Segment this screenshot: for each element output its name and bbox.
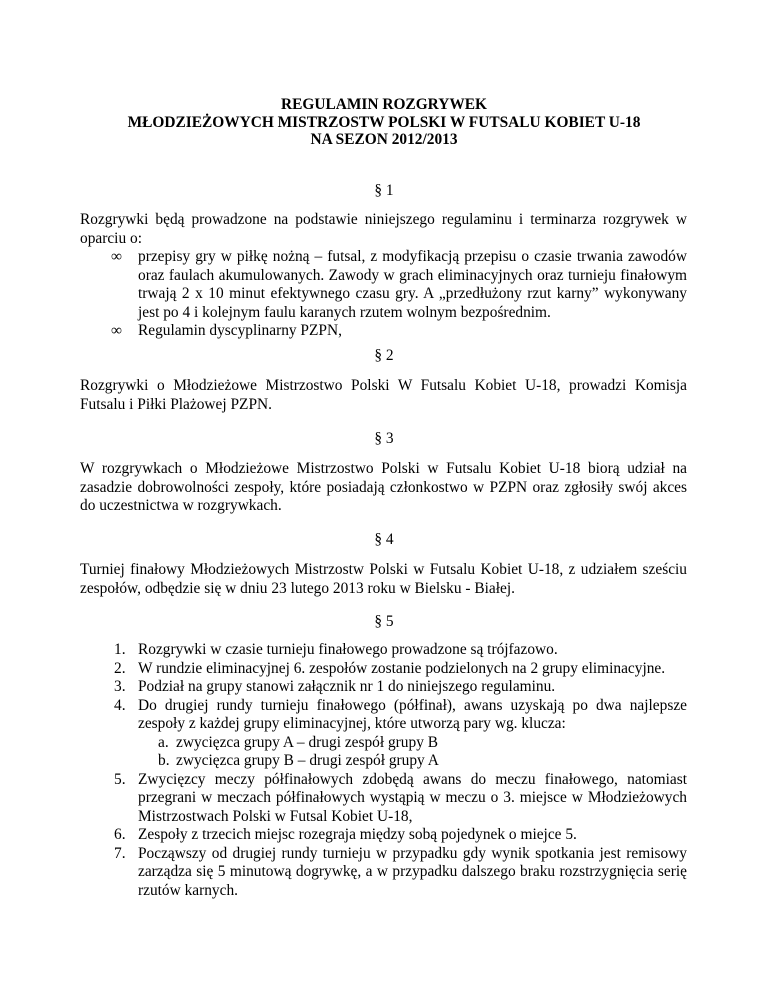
item-text: W rundzie eliminacyjnej 6. zespołów zostanie podzielonych na 2 grupy eliminacyjne. bbox=[138, 659, 666, 677]
list-item bbox=[80, 248, 687, 322]
list-item bbox=[80, 678, 687, 697]
section-1-bullets bbox=[80, 248, 687, 341]
item-number: 1. bbox=[114, 641, 126, 658]
section-1-body bbox=[80, 211, 687, 341]
bullet-text: Regulamin dyscyplinarny PZPN, bbox=[138, 322, 342, 339]
bullet-text: przepisy gry w piłkę nożną – futsal, z modyfikacją przepisu o czasie trwania zawodów oraz faulach akumulowanych. Zawody w grach eliminacyjnych oraz turnieju finałowym trwają 2 x 10 minut efektywnego czasu gry. A „przedłużony rzut karny” wykonywany jest po 4 i kolejnym faulu karanych rzutem wolnym bezpośrednim. bbox=[138, 248, 687, 321]
item-number: 2. bbox=[114, 659, 126, 677]
section-5-body bbox=[80, 641, 687, 900]
list-item bbox=[138, 752, 687, 771]
item-text: Począwszy od drugiej rundy turnieju w przypadku gdy wynik spotkania jest remisowy zarządza się 5 minutową dogrywkę, a w przypadku dalszego braku rozstrzygnięcia serię rzutów karnych. bbox=[138, 844, 687, 899]
list-item bbox=[80, 826, 687, 845]
item-text: Podział na grupy stanowi załącznik nr 1 do niniejszego regulaminu. bbox=[138, 678, 556, 695]
section-4-body bbox=[80, 561, 687, 598]
item-text: Zwycięzcy meczy półfinałowych zdobędą awans do meczu finałowego, natomiast przegrani w meczach półfinałowych wystąpią w meczu o 3. miejsce w Młodzieżowych Mistrzostwach Polski w Futsal Kobiet U-18, bbox=[138, 770, 687, 825]
item-text: Zespoły z trzecich miejsc rozegraja między sobą pojedynek o miejce 5. bbox=[138, 826, 577, 843]
list-item bbox=[80, 641, 687, 660]
list-item bbox=[80, 322, 687, 341]
title-line-1: REGULAMIN ROZGRYWEK bbox=[281, 96, 487, 113]
item-number: 7. bbox=[114, 844, 126, 862]
section-1-mark: § 1 bbox=[374, 182, 394, 199]
item-text: Do drugiej rundy turnieju finałowego (półfinał), awans uzyskają po dwa najlepsze zespoły z każdej grupy eliminacyjnej, które utworzą pary wg. klucza: bbox=[138, 696, 687, 732]
list-item bbox=[80, 845, 687, 901]
title-line-3: NA SEZON 2012/2013 bbox=[310, 131, 458, 148]
list-item bbox=[80, 660, 687, 679]
subitem-letter: b. bbox=[158, 752, 170, 769]
item-number: 4. bbox=[114, 696, 126, 714]
subitem-letter: a. bbox=[158, 733, 169, 751]
list-item bbox=[138, 734, 687, 753]
item-text: Rozgrywki w czasie turnieju finałowego prowadzone są trójfazowo. bbox=[138, 641, 558, 658]
list-item bbox=[80, 771, 687, 827]
section-4-mark: § 4 bbox=[374, 531, 394, 548]
section-5-list bbox=[80, 641, 687, 900]
section-2-text: Rozgrywki o Młodzieżowe Mistrzostwo Polski W Futsalu Kobiet U-18, prowadzi Komisja Futsalu i Piłki Plażowej PZPN. bbox=[80, 377, 687, 413]
section-3-text: W rozgrywkach o Młodzieżowe Mistrzostwo Polski w Futsalu Kobiet U-18 biorą udział na zasadzie dobrowolności zespoły, które posiadają członkostwo w PZPN oraz zgłosiły swój akces do uczestnictwa w rozgrywkach. bbox=[80, 460, 687, 514]
section-1-intro: Rozgrywki będą prowadzone na podstawie niniejszego regulaminu i terminarza rozgrywek w oparciu o: bbox=[80, 211, 687, 247]
section-3-body bbox=[80, 460, 687, 516]
infinity-bullet-icon: ∞ bbox=[111, 248, 122, 265]
subitem-text: zwycięzca grupy A – drugi zespół grupy B bbox=[176, 733, 439, 751]
section-2-mark: § 2 bbox=[374, 347, 394, 364]
title-line-2: MŁODZIEŻOWYCH MISTRZOSTW POLSKI W FUTSALU KOBIET U-18 bbox=[127, 113, 641, 131]
item-number: 3. bbox=[114, 678, 126, 695]
infinity-bullet-icon: ∞ bbox=[111, 322, 122, 339]
section-2-body bbox=[80, 377, 687, 414]
pairing-sublist bbox=[138, 734, 687, 771]
list-item bbox=[80, 697, 687, 771]
document-title bbox=[0, 96, 768, 149]
item-number: 6. bbox=[114, 826, 126, 843]
section-5-mark: § 5 bbox=[374, 613, 394, 630]
section-3-mark: § 3 bbox=[374, 430, 394, 447]
subitem-text: zwycięzca grupy B – drugi zespół grupy A bbox=[176, 752, 439, 769]
section-4-text: Turniej finałowy Młodzieżowych Mistrzostw Polski w Futsalu Kobiet U-18, z udziałem sześciu zespołów, odbędzie się w dniu 23 lutego 2013 roku w Bielsku - Białej. bbox=[80, 561, 687, 597]
item-number: 5. bbox=[114, 770, 126, 788]
